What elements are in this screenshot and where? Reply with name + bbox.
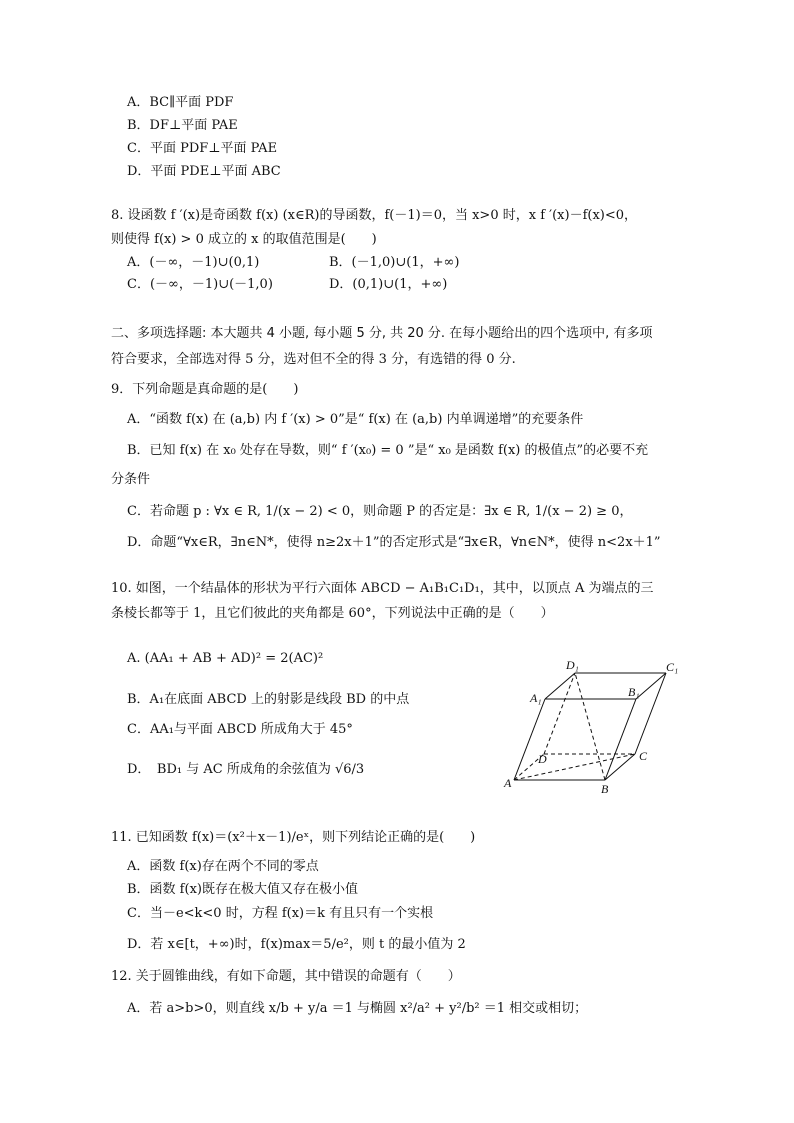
edge-dd1 bbox=[544, 673, 575, 754]
section2-header-line2: 符合要求，全部选对得 5 分，选对但不全的得 3 分，有选错的得 0 分. bbox=[111, 352, 516, 367]
label-b: B bbox=[601, 782, 609, 795]
q9-option-b-line1: B．已知 f(x) 在 x₀ 处存在导数，则“ f ′(x₀) = 0 ”是“ x₀ 是函数 f(x) 的极值点”的必要不充 bbox=[127, 443, 649, 458]
q7-option-b: B．DF⊥平面 PAE bbox=[127, 118, 238, 133]
q9-option-c: C．若命题 p : ∀x ∈ R, 1/(x − 2) < 0，则命题 P 的否定是：∃x ∈ R, 1/(x − 2) ≥ 0， bbox=[127, 504, 633, 519]
q8-option-a: A．(－∞，－1)∪(0,1) bbox=[127, 255, 260, 270]
q7-option-a: A．BC∥平面 PDF bbox=[127, 95, 234, 110]
q11-option-a: A．函数 f(x)存在两个不同的零点 bbox=[127, 859, 319, 874]
edge-aa1 bbox=[514, 699, 545, 780]
parallelepiped-figure bbox=[500, 655, 700, 795]
q8-stem-line2: 则使得 f(x) > 0 成立的 x 的取值范围是( ) bbox=[111, 232, 377, 247]
q9-option-a: A．“函数 f(x) 在 (a,b) 内 f ′(x) > 0”是“ f(x) 在 (a,b) 内单调递增”的充要条件 bbox=[127, 412, 584, 427]
q8-option-b: B．(－1,0)∪(1，+∞) bbox=[329, 255, 460, 270]
label-d: D bbox=[538, 752, 547, 766]
section2-header-line1: 二、多项选择题: 本大题共 4 小题, 每小题 5 分, 共 20 分. 在每小题给出的四个选项中, 有多项 bbox=[111, 326, 653, 341]
diagonal-ac bbox=[514, 754, 635, 780]
q8-option-d: D．(0,1)∪(1，+∞) bbox=[329, 277, 448, 292]
edge-cc1 bbox=[635, 673, 666, 754]
label-c1: C₁ bbox=[666, 660, 679, 674]
label-d1: D₁ bbox=[566, 658, 579, 672]
q7-option-d: D．平面 PDE⊥平面 ABC bbox=[127, 164, 281, 179]
edge-bb1 bbox=[605, 699, 636, 780]
q8-stem-line1: 8. 设函数 f ′(x)是奇函数 f(x) (x∈R)的导函数，f(－1)＝0，当 x>0 时，x f ′(x)－f(x)<0， bbox=[111, 208, 638, 223]
q10-option-d: D． BD₁ 与 AC 所成角的余弦值为 √6/3 bbox=[127, 762, 365, 777]
q11-stem: 11. 已知函数 f(x)＝(x²＋x－1)/eˣ，则下列结论正确的是( ) bbox=[111, 830, 476, 845]
q10-option-a: A. (AA₁ + AB + AD)² = 2(AC)² bbox=[127, 651, 324, 666]
q11-option-c: C．当－e<k<0 时，方程 f(x)＝k 有且只有一个实根 bbox=[127, 906, 434, 921]
q12-option-a: A．若 a>b>0，则直线 x/b + y/a ＝1 与椭圆 x²/a² + y²/b² ＝1 相交或相切； bbox=[127, 1001, 588, 1016]
label-c: C bbox=[639, 749, 648, 763]
q9-option-d: D．命题“∀x∈R，∃n∈N*，使得 n≥2x＋1”的否定形式是“∃x∈R，∀n∈N*，使得 n<2x＋1” bbox=[127, 535, 661, 550]
q7-option-c: C．平面 PDF⊥平面 PAE bbox=[127, 141, 278, 156]
q11-option-d: D．若 x∈[t，+∞)时，f(x)max＝5/e²，则 t 的最小值为 2 bbox=[127, 937, 466, 952]
q11-option-b: B．函数 f(x)既存在极大值又存在极小值 bbox=[127, 882, 358, 897]
q10-option-c: C．AA₁与平面 ABCD 所成角大于 45° bbox=[127, 722, 353, 737]
q10-option-b: B．A₁在底面 ABCD 上的射影是线段 BD 的中点 bbox=[127, 692, 410, 707]
label-b1: B₁ bbox=[628, 685, 640, 699]
q9-option-b-line2: 分条件 bbox=[111, 472, 151, 487]
q10-stem-line2: 条棱长都等于 1，且它们彼此的夹角都是 60°，下列说法中正确的是（ ） bbox=[111, 606, 554, 621]
q10-stem-line1: 10. 如图，一个结晶体的形状为平行六面体 ABCD − A₁B₁C₁D₁，其中，以顶点 A 为端点的三 bbox=[111, 581, 654, 596]
q12-stem: 12. 关于圆锥曲线，有如下命题，其中错误的命题有（ ） bbox=[111, 969, 461, 984]
q8-option-c: C．(－∞，－1)∪(－1,0) bbox=[127, 277, 273, 292]
label-a: A bbox=[504, 776, 512, 790]
q9-stem: 9．下列命题是真命题的是( ) bbox=[111, 382, 299, 397]
label-a1: A₁ bbox=[530, 691, 542, 705]
